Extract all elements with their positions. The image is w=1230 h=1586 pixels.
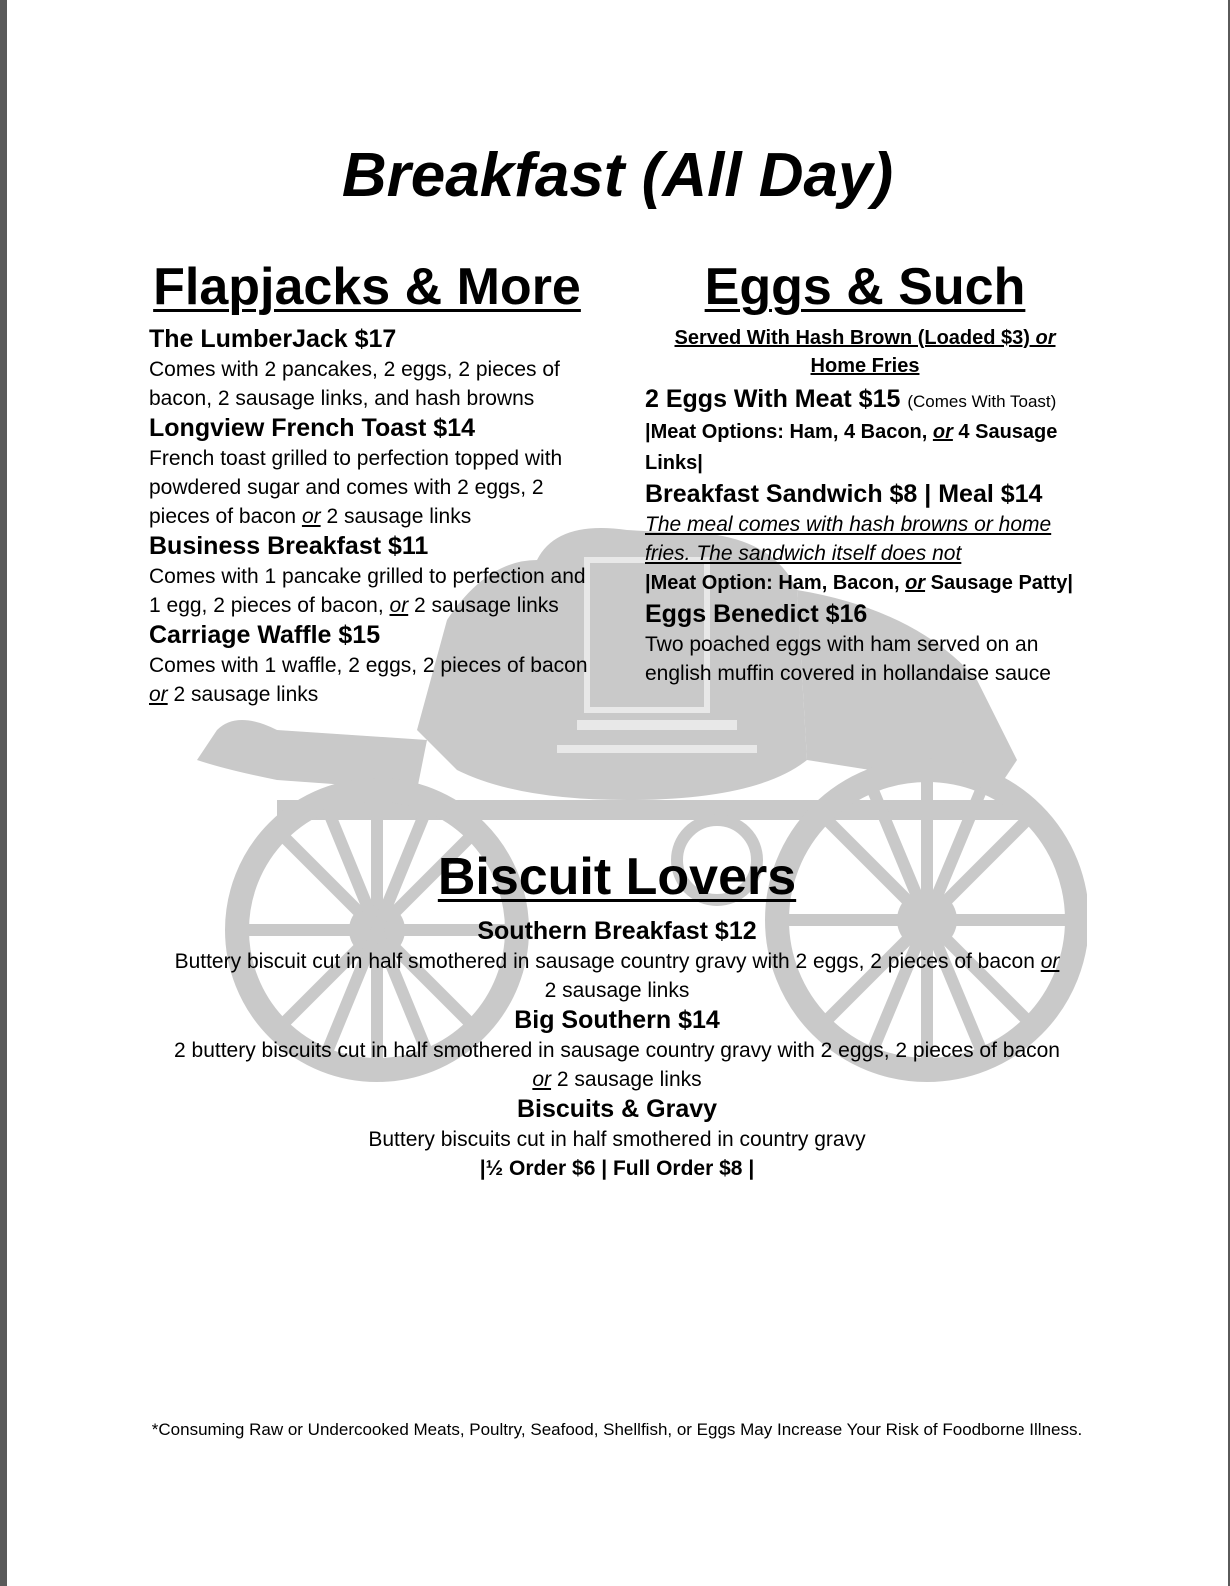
item-title: Southern Breakfast $12 xyxy=(477,916,757,945)
page-title: Breakfast (All Day) xyxy=(341,141,894,210)
item-title: Business Breakfast $11 xyxy=(149,531,429,560)
biscuit-section xyxy=(137,848,1097,1183)
item-title: Big Southern $14 xyxy=(514,1005,720,1034)
flapjacks-section xyxy=(149,258,589,709)
item-title: Biscuits & Gravy xyxy=(516,1094,718,1123)
item-title: The LumberJack $17 xyxy=(149,324,397,353)
section-title-flapjacks: Flapjacks & More xyxy=(153,258,581,316)
menu-item xyxy=(645,479,1085,599)
eggs-section xyxy=(645,258,1085,688)
item-description: Comes with 2 pancakes, 2 eggs, 2 pieces of bacon, 2 sausage links, and hash browns xyxy=(149,357,560,410)
item-title: 2 Eggs With Meat $15 (Comes With Toast) xyxy=(645,384,1057,413)
menu-page xyxy=(7,0,1228,1586)
item-description: 2 buttery biscuits cut in half smothered in sausage country gravy with 2 eggs, 2 pieces of bacon or 2 sausage links xyxy=(174,1038,1060,1091)
order-sizes: |½ Order $6 | Full Order $8 | xyxy=(479,1156,755,1180)
item-description: Buttery biscuits cut in half smothered in country gravy xyxy=(368,1127,866,1151)
item-title: Eggs Benedict $16 xyxy=(645,599,868,628)
item-description: Comes with 1 pancake grilled to perfection and 1 egg, 2 pieces of bacon, or 2 sausage links xyxy=(149,564,586,617)
item-description: Two poached eggs with ham served on an english muffin covered in hollandaise sauce xyxy=(645,632,1051,685)
menu-item xyxy=(149,413,589,531)
menu-item xyxy=(645,599,1085,688)
meat-options: |Meat Option: Ham, Bacon, or Sausage Patty| xyxy=(645,571,1073,594)
item-description: French toast grilled to perfection topped with powdered sugar and comes with 2 eggs, 2 pieces of bacon or 2 sausage links xyxy=(149,446,563,528)
item-title: Longview French Toast $14 xyxy=(149,413,476,442)
meal-note: The meal comes with hash browns or home fries. The sandwich itself does not xyxy=(645,512,1052,565)
item-title: Carriage Waffle $15 xyxy=(149,620,381,649)
section-title-biscuit: Biscuit Lovers xyxy=(437,848,797,906)
meat-options: |Meat Options: Ham, 4 Bacon, or 4 Sausage Links| xyxy=(645,420,1058,474)
item-title: Breakfast Sandwich $8 | Meal $14 xyxy=(645,479,1043,508)
served-with-note: Served With Hash Brown (Loaded $3) or Home Fries xyxy=(674,326,1056,377)
food-safety-footnote: *Consuming Raw or Undercooked Meats, Poultry, Seafood, Shellfish, or Eggs May Increase Your Risk of Foodborne Illness. xyxy=(151,1420,1083,1439)
menu-item xyxy=(149,620,589,709)
menu-item xyxy=(149,324,589,413)
section-title-eggs: Eggs & Such xyxy=(704,258,1026,316)
menu-item xyxy=(149,531,589,620)
item-description: Comes with 1 waffle, 2 eggs, 2 pieces of bacon or 2 sausage links xyxy=(149,653,588,706)
menu-item xyxy=(645,384,1085,479)
item-description: Buttery biscuit cut in half smothered in sausage country gravy with 2 eggs, 2 pieces of bacon or 2 sausage links xyxy=(174,949,1060,1002)
